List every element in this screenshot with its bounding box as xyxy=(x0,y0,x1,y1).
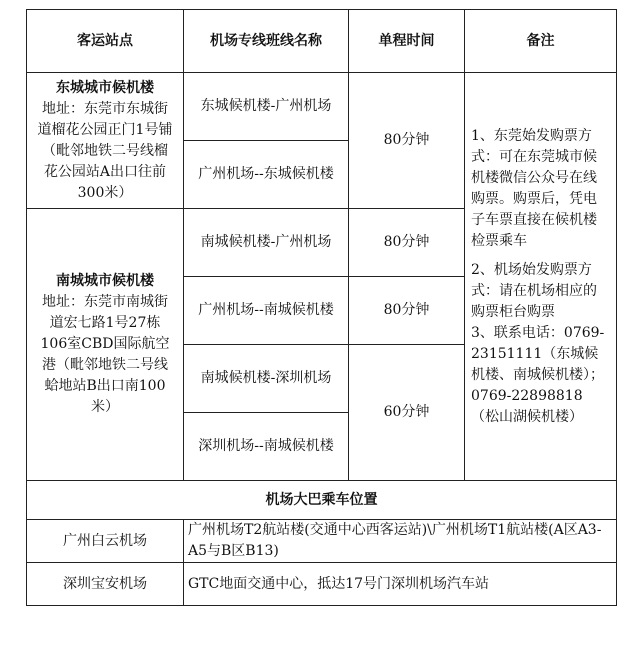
route-name: 东城候机楼-广州机场 xyxy=(184,73,349,141)
header-station: 客运站点 xyxy=(27,10,184,73)
pickup-location: 广州机场T2航站楼(交通中心西客运站)\广州机场T1航站楼(A区A3-A5与B区B13) xyxy=(184,520,617,563)
pickup-title-row xyxy=(27,481,617,520)
header-route: 机场专线班线名称 xyxy=(184,10,349,73)
route-name: 广州机场--南城候机楼 xyxy=(184,277,349,345)
station-address: 地址：东莞市南城街道宏七路1号27栋106室CBD国际航空港（毗邻地铁二号线蛤地站B出口南100米） xyxy=(40,294,170,415)
route-name: 广州机场--东城候机楼 xyxy=(184,141,349,209)
note-1: 1、东莞始发购票方式：可在东莞城市候机楼微信公众号在线购票。购票后，凭电子车票直接在候机楼检票乘车 xyxy=(471,127,597,249)
travel-time: 80分钟 xyxy=(349,209,465,277)
schedule-table xyxy=(26,9,617,606)
travel-time: 60分钟 xyxy=(349,345,465,481)
notes-cell xyxy=(465,73,617,481)
travel-time: 80分钟 xyxy=(349,73,465,209)
pickup-title: 机场大巴乘车位置 xyxy=(27,481,617,520)
table-row xyxy=(27,563,617,606)
route-name: 南城候机楼-广州机场 xyxy=(184,209,349,277)
travel-time: 80分钟 xyxy=(349,277,465,345)
route-name: 深圳机场--南城候机楼 xyxy=(184,413,349,481)
table-row xyxy=(27,520,617,563)
note-3: 3、联系电话：0769-23151111（东城候机楼、南城候机楼）；0769-22898818（松山湖候机楼） xyxy=(471,324,605,425)
station-address: 地址：东莞市东城街道榴花公园正门1号铺（毗邻地铁二号线榴花公园站A出口往前300米） xyxy=(37,100,173,201)
note-2: 2、机场始发购票方式：请在机场相应的购票柜台购票 xyxy=(471,261,597,320)
header-time: 单程时间 xyxy=(349,10,465,73)
table-row xyxy=(27,73,617,141)
airport-name: 广州白云机场 xyxy=(27,520,184,563)
station-name: 南城城市候机楼 xyxy=(56,273,154,289)
route-name: 南城候机楼-深圳机场 xyxy=(184,345,349,413)
pickup-location: GTC地面交通中心，抵达17号门深圳机场汽车站 xyxy=(184,563,617,606)
airport-name: 深圳宝安机场 xyxy=(27,563,184,606)
header-row xyxy=(27,10,617,73)
station-nancheng xyxy=(27,209,184,481)
station-dongcheng xyxy=(27,73,184,209)
header-note: 备注 xyxy=(465,10,617,73)
station-name: 东城城市候机楼 xyxy=(56,79,154,96)
